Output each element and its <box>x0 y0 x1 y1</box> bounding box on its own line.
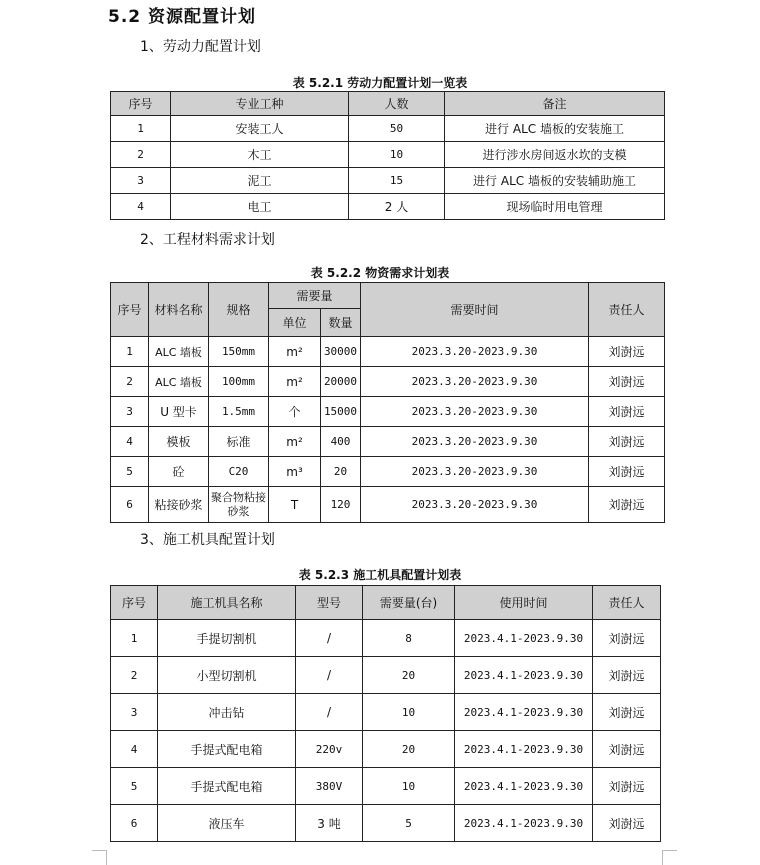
table-cell: 液压车 <box>158 805 296 842</box>
table-row <box>111 657 661 694</box>
table-cell: 15 <box>349 168 445 194</box>
table-cell: 2023.3.20-2023.9.30 <box>361 367 589 397</box>
table-cell: 10 <box>363 694 455 731</box>
table-cell: m² <box>269 337 321 367</box>
table-cell: 10 <box>363 768 455 805</box>
header-cell: 序号 <box>111 586 158 620</box>
header-cell: 单位 <box>269 309 321 337</box>
equipment-header-row <box>111 586 661 620</box>
materials-table <box>110 282 665 523</box>
labor-table <box>110 91 665 220</box>
table-cell: 380V <box>296 768 363 805</box>
header-cell: 人数 <box>349 92 445 116</box>
table-cell: 2023.4.1-2023.9.30 <box>455 657 593 694</box>
table-cell: 2023.3.20-2023.9.30 <box>361 427 589 457</box>
table-cell: 手提式配电箱 <box>158 768 296 805</box>
table-cell: 2 <box>111 142 171 168</box>
table-row <box>111 694 661 731</box>
table-cell: 手提式配电箱 <box>158 731 296 768</box>
table-cell: 2023.3.20-2023.9.30 <box>361 397 589 427</box>
table-cell: 2023.4.1-2023.9.30 <box>455 768 593 805</box>
table-cell: C20 <box>209 457 269 487</box>
table-row <box>111 142 665 168</box>
header-cell: 序号 <box>111 92 171 116</box>
table-cell: 4 <box>111 194 171 220</box>
table-cell: 2 人 <box>349 194 445 220</box>
table-cell: 2023.3.20-2023.9.30 <box>361 487 589 523</box>
header-cell: 使用时间 <box>455 586 593 620</box>
table-cell: 个 <box>269 397 321 427</box>
table-cell: 4 <box>111 427 149 457</box>
table-cell: 刘澍远 <box>589 397 665 427</box>
labor-heading: 1、劳动力配置计划 <box>140 39 261 55</box>
table-cell: 砼 <box>149 457 209 487</box>
table-cell: 刘澍远 <box>593 805 661 842</box>
table-cell: 进行 ALC 墙板的安装辅助施工 <box>445 168 665 194</box>
equipment-table-caption: 表 5.2.3 施工机具配置计划表 <box>298 568 462 582</box>
equipment-table <box>110 585 661 842</box>
table-cell: 刘澍远 <box>589 337 665 367</box>
table-cell: T <box>269 487 321 523</box>
table-cell: 20000 <box>321 367 361 397</box>
table-row <box>111 487 665 523</box>
header-cell: 责任人 <box>593 586 661 620</box>
table-cell: / <box>296 657 363 694</box>
table-cell: 8 <box>363 620 455 657</box>
table-cell: 2023.4.1-2023.9.30 <box>455 805 593 842</box>
table-cell: 模板 <box>149 427 209 457</box>
header-cell: 型号 <box>296 586 363 620</box>
table-cell: 标准 <box>209 427 269 457</box>
table-cell: 20 <box>321 457 361 487</box>
table-row <box>111 168 665 194</box>
table-row <box>111 367 665 397</box>
table-cell: 2 <box>111 657 158 694</box>
table-cell: 刘澍远 <box>593 620 661 657</box>
table-row <box>111 457 665 487</box>
table-cell: 5 <box>363 805 455 842</box>
table-row <box>111 620 661 657</box>
table-cell: m² <box>269 367 321 397</box>
table-cell: 20 <box>363 657 455 694</box>
table-cell: 3 <box>111 694 158 731</box>
table-row <box>111 116 665 142</box>
table-cell: 150mm <box>209 337 269 367</box>
materials-heading: 2、工程材料需求计划 <box>140 232 275 248</box>
table-row <box>111 427 665 457</box>
table-cell: 50 <box>349 116 445 142</box>
header-cell: 备注 <box>445 92 665 116</box>
table-cell: 20 <box>363 731 455 768</box>
equipment-heading: 3、施工机具配置计划 <box>140 532 275 548</box>
table-cell: ALC 墙板 <box>149 367 209 397</box>
section-title: 5.2 资源配置计划 <box>108 7 257 27</box>
table-cell: / <box>296 620 363 657</box>
table-cell: / <box>296 694 363 731</box>
table-cell: m³ <box>269 457 321 487</box>
table-cell: 15000 <box>321 397 361 427</box>
table-row <box>111 731 661 768</box>
table-cell: 2023.3.20-2023.9.30 <box>361 337 589 367</box>
table-cell: 6 <box>111 487 149 523</box>
table-cell: m² <box>269 427 321 457</box>
table-cell: 1 <box>111 116 171 142</box>
header-cell: 数量 <box>321 309 361 337</box>
table-cell: 2023.3.20-2023.9.30 <box>361 457 589 487</box>
table-cell: 5 <box>111 768 158 805</box>
table-cell: 2023.4.1-2023.9.30 <box>455 694 593 731</box>
table-cell: 泥工 <box>171 168 349 194</box>
header-cell: 规格 <box>209 283 269 337</box>
table-cell: 刘澍远 <box>589 487 665 523</box>
table-cell: 手提切割机 <box>158 620 296 657</box>
table-cell: 小型切割机 <box>158 657 296 694</box>
table-cell: ALC 墙板 <box>149 337 209 367</box>
table-cell: 刘澍远 <box>593 731 661 768</box>
table-cell: 粘接砂浆 <box>149 487 209 523</box>
table-cell: 刘澍远 <box>589 427 665 457</box>
table-cell: 10 <box>349 142 445 168</box>
table-cell: 刘澍远 <box>593 768 661 805</box>
materials-table-caption: 表 5.2.2 物资需求计划表 <box>310 266 450 280</box>
table-row <box>111 397 665 427</box>
header-cell: 施工机具名称 <box>158 586 296 620</box>
table-cell: U 型卡 <box>149 397 209 427</box>
table-row <box>111 337 665 367</box>
table-row <box>111 805 661 842</box>
materials-header-row <box>111 283 665 309</box>
header-cell: 序号 <box>111 283 149 337</box>
table-cell: 进行 ALC 墙板的安装施工 <box>445 116 665 142</box>
table-cell: 3 <box>111 168 171 194</box>
labor-table-caption: 表 5.2.1 劳动力配置计划一览表 <box>292 76 468 90</box>
table-cell: 2023.4.1-2023.9.30 <box>455 620 593 657</box>
table-cell: 400 <box>321 427 361 457</box>
table-cell: 30000 <box>321 337 361 367</box>
table-cell: 2023.4.1-2023.9.30 <box>455 731 593 768</box>
header-cell: 需要量(台) <box>363 586 455 620</box>
table-cell: 电工 <box>171 194 349 220</box>
table-cell: 安装工人 <box>171 116 349 142</box>
table-cell: 4 <box>111 731 158 768</box>
table-cell: 聚合物粘接砂浆 <box>209 487 269 523</box>
table-cell: 冲击钻 <box>158 694 296 731</box>
header-cell: 需要时间 <box>361 283 589 337</box>
table-cell: 刘澍远 <box>589 367 665 397</box>
table-cell: 1 <box>111 337 149 367</box>
table-cell: 刘澍远 <box>593 657 661 694</box>
table-cell: 5 <box>111 457 149 487</box>
table-cell: 刘澍远 <box>593 694 661 731</box>
table-cell: 120 <box>321 487 361 523</box>
table-cell: 3 吨 <box>296 805 363 842</box>
page-corner-mark <box>92 850 107 865</box>
table-cell: 100mm <box>209 367 269 397</box>
header-cell: 需要量 <box>269 283 361 309</box>
table-cell: 1.5mm <box>209 397 269 427</box>
header-cell: 责任人 <box>589 283 665 337</box>
labor-header-row <box>111 92 665 116</box>
table-cell: 2 <box>111 367 149 397</box>
page-corner-mark <box>662 850 677 865</box>
table-cell: 刘澍远 <box>589 457 665 487</box>
table-cell: 3 <box>111 397 149 427</box>
header-cell: 专业工种 <box>171 92 349 116</box>
table-cell: 6 <box>111 805 158 842</box>
table-cell: 1 <box>111 620 158 657</box>
table-row <box>111 194 665 220</box>
table-cell: 进行涉水房间返水坎的支模 <box>445 142 665 168</box>
table-row <box>111 768 661 805</box>
table-cell: 220v <box>296 731 363 768</box>
header-cell: 材料名称 <box>149 283 209 337</box>
table-cell: 木工 <box>171 142 349 168</box>
table-cell: 现场临时用电管理 <box>445 194 665 220</box>
